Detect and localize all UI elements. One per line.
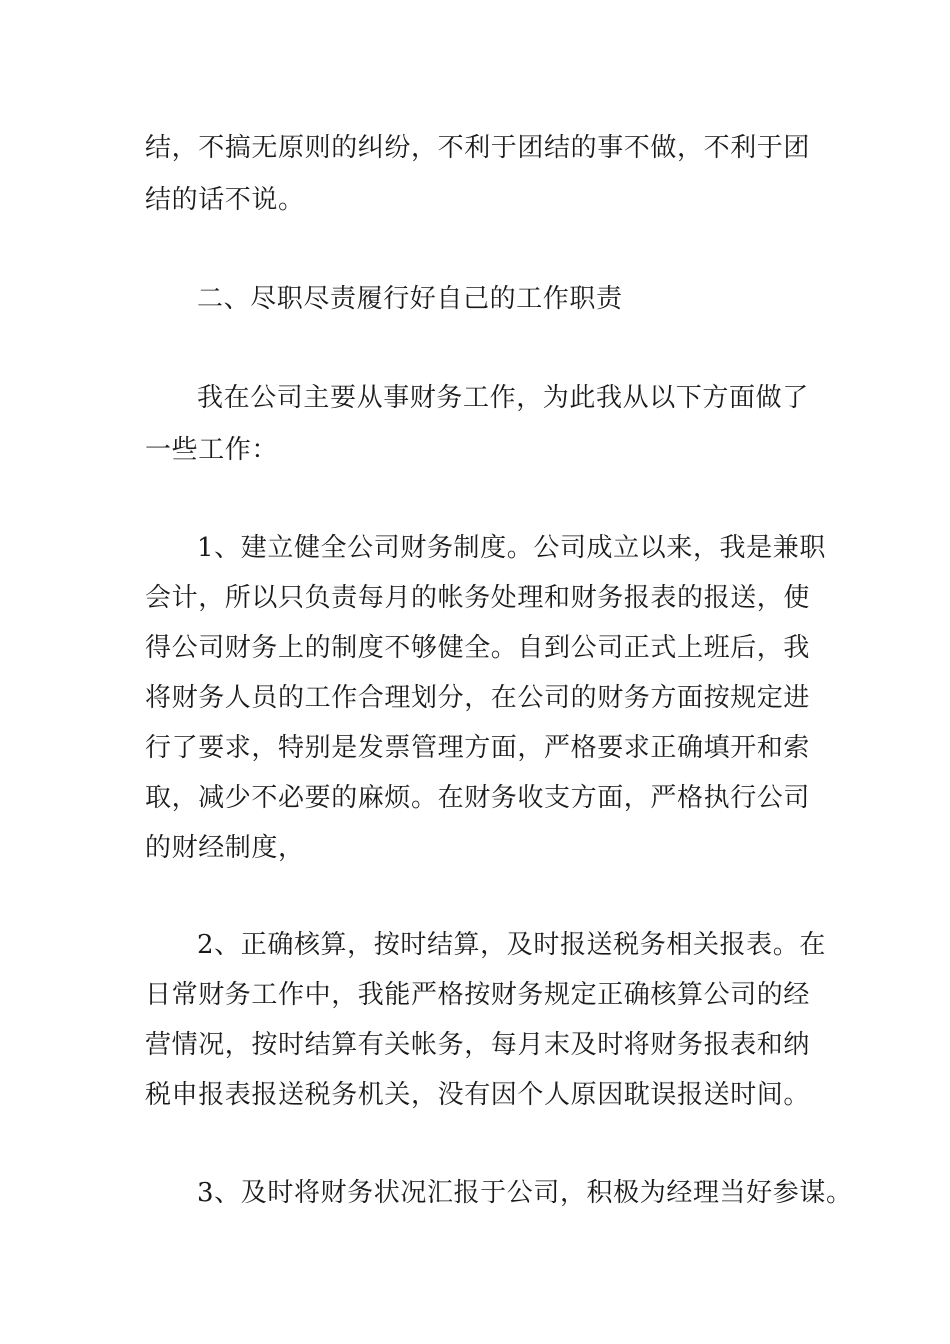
section-heading: 二、尽职尽责履行好自己的工作职责 (197, 284, 623, 314)
paragraph-6-line-1: 3、及时将财务状况汇报于公司，积极为经理当好参谋。 (197, 1178, 853, 1208)
paragraph-5-line-3: 营情况，按时结算有关帐务，每月末及时将财务报表和纳 (145, 1030, 811, 1060)
paragraph-4-line-6: 取，减少不必要的麻烦。在财务收支方面，严格执行公司 (145, 783, 811, 813)
paragraph-5-line-1: 2、正确核算，按时结算，及时报送税务相关报表。在 (197, 930, 826, 960)
paragraph-4-line-1: 1、建立健全公司财务制度。公司成立以来，我是兼职 (197, 533, 826, 563)
paragraph-4-line-2: 会计，所以只负责每月的帐务处理和财务报表的报送，使 (145, 583, 811, 613)
paragraph-1-line-1: 结，不搞无原则的纠纷，不利于团结的事不做，不利于团 (145, 133, 811, 163)
paragraph-4-line-5: 行了要求，特别是发票管理方面，严格要求正确填开和索 (145, 733, 811, 763)
paragraph-4-line-3: 得公司财务上的制度不够健全。自到公司正式上班后，我 (145, 633, 811, 663)
paragraph-1-line-2: 结的话不说。 (145, 185, 305, 215)
paragraph-3-line-2: 一些工作： (145, 435, 279, 465)
paragraph-3-line-1: 我在公司主要从事财务工作，为此我从以下方面做了 (197, 383, 809, 413)
paragraph-4-line-4: 将财务人员的工作合理划分，在公司的财务方面按规定进 (145, 683, 811, 713)
paragraph-4-line-7: 的财经制度， (145, 833, 305, 863)
paragraph-5-line-4: 税申报表报送税务机关，没有因个人原因耽误报送时间。 (145, 1080, 811, 1110)
paragraph-5-line-2: 日常财务工作中，我能严格按财务规定正确核算公司的经 (145, 980, 811, 1010)
